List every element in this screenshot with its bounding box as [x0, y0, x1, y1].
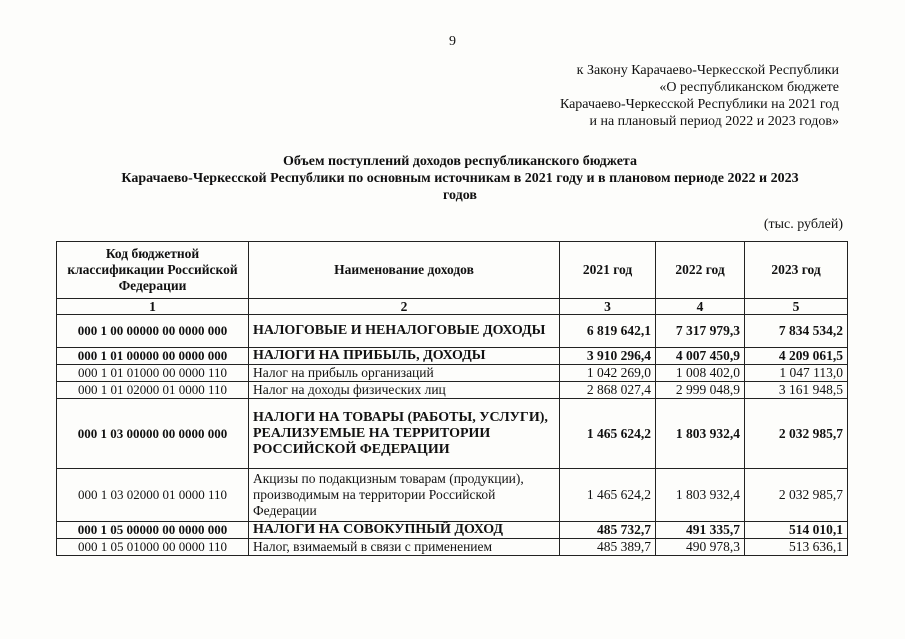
appendix-line: «О республиканском бюджете	[659, 80, 839, 95]
value-2021-cell: 3 910 296,4	[560, 348, 656, 365]
name-cell: Налог, взимаемый в связи с применением	[249, 539, 560, 556]
code-cell: 000 1 05 01000 00 0000 110	[57, 539, 249, 556]
value-2022-cell: 491 335,7	[656, 522, 745, 539]
column-number: 2	[249, 299, 560, 315]
value-2022-cell: 7 317 979,3	[656, 315, 745, 348]
appendix-line: Карачаево-Черкесской Республики на 2021 год	[559, 97, 839, 112]
title-line: Карачаево-Черкесской Республики по основным источникам в 2021 году и в плановом периоде 2022 и 2023	[121, 171, 799, 186]
value-2023-cell: 514 010,1	[745, 522, 848, 539]
value-2021-cell: 6 819 642,1	[560, 315, 656, 348]
column-number: 4	[656, 299, 745, 315]
code-cell: 000 1 01 00000 00 0000 000	[57, 348, 249, 365]
code-cell: 000 1 00 00000 00 0000 000	[57, 315, 249, 348]
value-2023-cell: 513 636,1	[745, 539, 848, 556]
value-2023-cell: 3 161 948,5	[745, 382, 848, 399]
value-2023-cell: 2 032 985,7	[745, 469, 848, 522]
value-2021-cell: 1 465 624,2	[560, 469, 656, 522]
page-number: 9	[449, 34, 456, 49]
name-cell: Налог на доходы физических лиц	[249, 382, 560, 399]
name-cell: НАЛОГИ НА ПРИБЫЛЬ, ДОХОДЫ	[249, 348, 560, 365]
code-cell: 000 1 01 01000 00 0000 110	[57, 365, 249, 382]
title-line: Объем поступлений доходов республиканского бюджета	[283, 154, 637, 169]
value-2021-cell: 2 868 027,4	[560, 382, 656, 399]
name-cell: НАЛОГИ НА СОВОКУПНЫЙ ДОХОД	[249, 522, 560, 539]
value-2021-cell: 485 389,7	[560, 539, 656, 556]
table-row	[57, 382, 848, 399]
value-2021-cell: 485 732,7	[560, 522, 656, 539]
header-code: Код бюджетной классификации Российской Федерации	[57, 242, 249, 299]
value-2021-cell: 1 042 269,0	[560, 365, 656, 382]
table-row	[57, 522, 848, 539]
table-row	[57, 469, 848, 522]
appendix-reference	[560, 62, 839, 130]
table-row	[57, 348, 848, 365]
value-2023-cell: 1 047 113,0	[745, 365, 848, 382]
value-2022-cell: 1 008 402,0	[656, 365, 745, 382]
name-cell: Акцизы по подакцизным товарам (продукции), производимым на территории Российской Федерации	[249, 469, 560, 522]
value-2021-cell: 1 465 624,2	[560, 399, 656, 469]
code-cell: 000 1 03 02000 01 0000 110	[57, 469, 249, 522]
document-title	[80, 153, 840, 204]
column-number: 1	[57, 299, 249, 315]
value-2022-cell: 2 999 048,9	[656, 382, 745, 399]
header-2022: 2022 год	[656, 242, 745, 299]
value-2023-cell: 2 032 985,7	[745, 399, 848, 469]
value-2022-cell: 490 978,3	[656, 539, 745, 556]
appendix-line: к Закону Карачаево-Черкесской Республики	[576, 63, 839, 78]
value-2023-cell: 7 834 534,2	[745, 315, 848, 348]
value-2023-cell: 4 209 061,5	[745, 348, 848, 365]
name-cell: НАЛОГОВЫЕ И НЕНАЛОГОВЫЕ ДОХОДЫ	[249, 315, 560, 348]
table-row	[57, 399, 848, 469]
units-label: (тыс. рублей)	[763, 217, 843, 232]
header-name: Наименование доходов	[249, 242, 560, 299]
title-line: годов	[443, 188, 477, 203]
column-number: 5	[745, 299, 848, 315]
header-2023: 2023 год	[745, 242, 848, 299]
column-number: 3	[560, 299, 656, 315]
table-row	[57, 315, 848, 348]
value-2022-cell: 1 803 932,4	[656, 469, 745, 522]
table-row	[57, 365, 848, 382]
revenue-table	[56, 241, 848, 556]
name-cell: НАЛОГИ НА ТОВАРЫ (РАБОТЫ, УСЛУГИ), РЕАЛИЗУЕМЫЕ НА ТЕРРИТОРИИ РОССИЙСКОЙ ФЕДЕРАЦИИ	[249, 399, 560, 469]
code-cell: 000 1 01 02000 01 0000 110	[57, 382, 249, 399]
code-cell: 000 1 03 00000 00 0000 000	[57, 399, 249, 469]
value-2022-cell: 1 803 932,4	[656, 399, 745, 469]
table-row	[57, 539, 848, 556]
column-number-row	[57, 299, 848, 315]
header-2021: 2021 год	[560, 242, 656, 299]
value-2022-cell: 4 007 450,9	[656, 348, 745, 365]
name-cell: Налог на прибыль организаций	[249, 365, 560, 382]
code-cell: 000 1 05 00000 00 0000 000	[57, 522, 249, 539]
appendix-line: и на плановый период 2022 и 2023 годов»	[589, 114, 839, 129]
table-header-row	[57, 242, 848, 299]
